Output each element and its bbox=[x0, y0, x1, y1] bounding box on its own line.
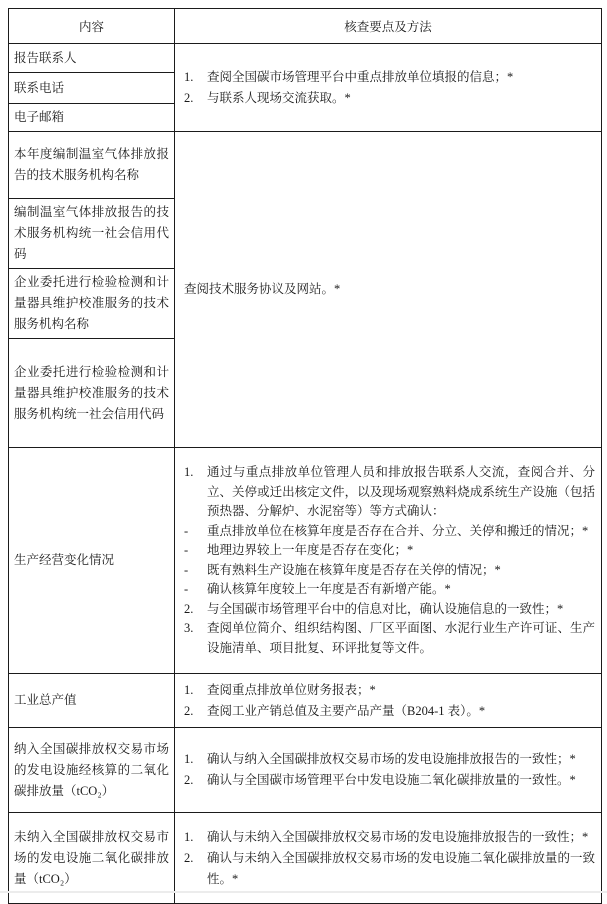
page-edge-shadow bbox=[0, 891, 607, 893]
header-method: 核查要点及方法 bbox=[175, 9, 602, 44]
cell-service-methods bbox=[175, 132, 602, 448]
table-row bbox=[9, 674, 602, 728]
item-text: 查阅工业产销总值及主要产品产量（B204-1 表）。* bbox=[207, 703, 486, 718]
table-row bbox=[9, 728, 602, 813]
list-item bbox=[184, 580, 595, 600]
item-marker: 2. bbox=[184, 850, 194, 865]
item-marker: - bbox=[184, 523, 189, 538]
table-row bbox=[9, 448, 602, 674]
list-item bbox=[184, 600, 595, 620]
list-item bbox=[184, 541, 595, 561]
table-row bbox=[9, 44, 602, 73]
item-text: 确认核算年度较上一年度是否有新增产能。* bbox=[207, 582, 451, 596]
verification-table bbox=[8, 8, 602, 904]
cell-production-change-methods bbox=[175, 448, 602, 674]
item-marker: 1. bbox=[184, 69, 194, 84]
item-marker: 2. bbox=[184, 90, 194, 105]
list-item bbox=[184, 561, 595, 581]
list-item bbox=[184, 619, 595, 658]
item-text: 地理边界较上一年度是否存在变化；* bbox=[207, 543, 414, 557]
list-item bbox=[184, 522, 595, 542]
table-row bbox=[9, 132, 602, 199]
item-text: 查阅重点排放单位财务报表；* bbox=[207, 682, 376, 697]
note-text: 查阅技术服务协议及网站。* bbox=[184, 282, 341, 296]
item-marker: 3. bbox=[184, 621, 194, 635]
item-marker: 2. bbox=[184, 773, 194, 787]
item-text: 确认与纳入全国碳排放权交易市场的发电设施排放报告的一致性；* bbox=[207, 752, 576, 766]
item-marker: - bbox=[184, 543, 189, 557]
list-item bbox=[184, 848, 595, 890]
item-marker: 1. bbox=[184, 682, 194, 697]
item-text: 既有熟料生产设施在核算年度是否存在关停的情况；* bbox=[207, 562, 501, 577]
item-text: 查阅全国碳市场管理平台中重点排放单位填报的信息；* bbox=[207, 69, 514, 84]
cell-industrial-output-label: 工业总产值 bbox=[9, 674, 175, 728]
cell-contact-methods bbox=[175, 44, 602, 132]
item-marker: 1. bbox=[184, 465, 194, 479]
cell-included-power-methods bbox=[175, 728, 602, 813]
list-item bbox=[184, 463, 595, 522]
cell-calibration-org-name: 企业委托进行检验检测和计量器具维护校准服务的技术服务机构名称 bbox=[9, 269, 175, 339]
cell-excluded-power-methods bbox=[175, 813, 602, 904]
item-text: 与联系人现场交流获取。* bbox=[207, 90, 351, 105]
table-row bbox=[9, 813, 602, 904]
item-marker: - bbox=[184, 582, 189, 596]
cell-calibration-org-code: 企业委托进行检验检测和计量器具维护校准服务的技术服务机构统一社会信用代码 bbox=[9, 339, 175, 448]
item-marker: 1. bbox=[184, 829, 194, 844]
item-text: 查阅单位简介、组织结构图、厂区平面图、水泥行业生产许可证、生产设施清单、项目批复、环评批复等文件。 bbox=[207, 621, 595, 655]
cell-production-change-label: 生产经营变化情况 bbox=[9, 448, 175, 674]
cell-service-org-name: 本年度编制温室气体排放报告的技术服务机构名称 bbox=[9, 132, 175, 199]
cell-industrial-output-methods bbox=[175, 674, 602, 728]
item-text: 确认与未纳入全国碳排放权交易市场的发电设施二氧化碳排放量的一致性。* bbox=[207, 850, 595, 886]
list-item bbox=[184, 749, 595, 770]
item-text: 与全国碳市场管理平台中的信息对比，确认设施信息的一致性；* bbox=[207, 601, 564, 616]
cell-report-contact: 报告联系人 bbox=[9, 44, 175, 73]
item-marker: - bbox=[184, 562, 189, 577]
cell-service-org-code: 编制温室气体排放报告的技术服务机构统一社会信用代码 bbox=[9, 199, 175, 269]
list-item bbox=[184, 88, 595, 109]
list-item bbox=[184, 67, 595, 88]
header-content: 内容 bbox=[9, 9, 175, 44]
item-marker: 2. bbox=[184, 601, 194, 616]
list-item bbox=[184, 827, 595, 848]
list-item bbox=[184, 701, 595, 722]
cell-contact-phone: 联系电话 bbox=[9, 73, 175, 104]
item-marker: 1. bbox=[184, 752, 194, 766]
item-text: 确认与未纳入全国碳排放权交易市场的发电设施排放报告的一致性；* bbox=[207, 829, 589, 844]
table-header-row bbox=[9, 9, 602, 44]
item-text: 通过与重点排放单位管理人员和排放报告联系人交流，查阅合并、分立、关停或迁出核定文件，以及现场观察熟料烧成系统生产设施（包括预热器、分解炉、水泥窑等）等方式确认： bbox=[207, 465, 595, 518]
list-item bbox=[184, 770, 595, 791]
item-marker: 2. bbox=[184, 703, 194, 718]
list-item bbox=[184, 680, 595, 701]
item-text: 重点排放单位在核算年度是否存在合并、分立、关停和搬迁的情况；* bbox=[207, 523, 589, 538]
cell-excluded-power-label: 未纳入全国碳排放权交易市场的发电设施二氧化碳排放量（tCO₂） bbox=[9, 813, 175, 904]
item-text: 确认与全国碳市场管理平台中发电设施二氧化碳排放量的一致性。* bbox=[207, 773, 576, 787]
cell-email: 电子邮箱 bbox=[9, 104, 175, 132]
cell-included-power-label: 纳入全国碳排放权交易市场的发电设施经核算的二氧化碳排放量（tCO₂） bbox=[9, 728, 175, 813]
